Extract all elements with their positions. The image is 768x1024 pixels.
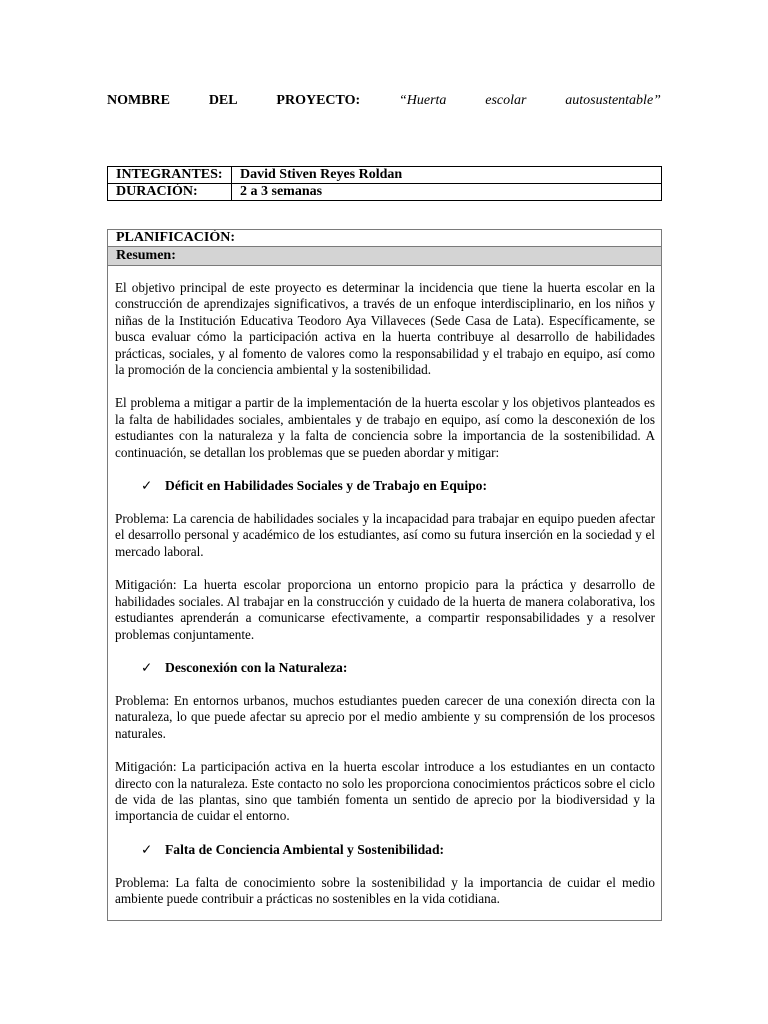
checkmark-icon: ✓	[141, 478, 153, 494]
project-title-line	[107, 91, 661, 111]
integrantes-value: David Stiven Reyes Roldan	[232, 167, 662, 184]
title-label-proyecto: PROYECTO:	[276, 93, 361, 108]
title-word-autosustentable: autosustentable”	[565, 93, 661, 108]
table-row	[108, 167, 662, 184]
check-item-social-skills	[141, 478, 655, 494]
title-label-del: DEL	[208, 93, 238, 108]
title-word-escolar: escolar	[485, 93, 527, 108]
info-table	[107, 166, 662, 201]
check-item-label: Déficit en Habilidades Sociales y de Trabajo en Equipo:	[165, 478, 487, 494]
checkmark-icon: ✓	[141, 659, 153, 675]
problem-intro-paragraph: El problema a mitigar a partir de la implementación de la huerta escolar y los objetivos planteados es la falta de habilidades sociales, ambientales y de trabajo en equipo, así como la desconexión de los estudiantes con la naturaleza y la falta de conciencia sobre la importancia de la sostenibilidad. A continuación, se detallan los problemas que se pueden abordar y mitigar:	[115, 395, 655, 460]
integrantes-label: INTEGRANTES:	[108, 167, 232, 184]
planning-heading: PLANIFICACIÓN:	[108, 230, 661, 247]
check-item-environment	[141, 842, 655, 858]
problem-paragraph: Problema: La falta de conocimiento sobre la sostenibilidad y la importancia de cuidar el medio ambiente puede contribuir a prácticas no sostenibles en la vida cotidiana.	[115, 874, 655, 907]
title-label-nombre: NOMBRE	[107, 93, 170, 108]
check-item-label: Desconexión con la Naturaleza:	[165, 659, 348, 675]
table-row	[108, 184, 662, 201]
check-item-nature	[141, 660, 655, 676]
title-word-huerta: “Huerta	[398, 93, 447, 108]
mitigation-paragraph: Mitigación: La participación activa en la huerta escolar introduce a los estudiantes en un contacto directo con la naturaleza. Este contacto no solo les proporciona conocimientos prácticos sobre el ciclo de vida de las plantas, sino que también fomenta un sentido de aprecio por la biodiversidad y la importancia de cuidar el entorno.	[115, 759, 655, 824]
duracion-value: 2 a 3 semanas	[232, 184, 662, 201]
planning-box	[107, 229, 662, 921]
resumen-heading: Resumen:	[108, 247, 661, 266]
check-item-label: Falta de Conciencia Ambiental y Sostenibilidad:	[165, 841, 445, 857]
planning-content	[108, 266, 661, 908]
duracion-label: DURACIÓN:	[108, 184, 232, 201]
problem-paragraph: Problema: La carencia de habilidades sociales y la incapacidad para trabajar en equipo pueden afectar el desarrollo personal y académico de los estudiantes, así como su futura inserción en la sociedad y el mercado laboral.	[115, 511, 655, 559]
summary-paragraph: El objetivo principal de este proyecto es determinar la incidencia que tiene la huerta escolar en la construcción de aprendizajes significativos, a través de un enfoque interdisciplinario, en los niños y niñas de la Institución Educativa Teodoro Aya Villaveces (Sede Casa de Lata). Específicamente, se busca evaluar cómo la participación activa en la huerta contribuye al desarrollo de habilidades prácticas, sociales, y al fomento de valores como la responsabilidad y el trabajo en equipo, así como la promoción de la conciencia ambiental y la sostenibilidad.	[115, 280, 655, 378]
mitigation-paragraph: Mitigación: La huerta escolar proporciona un entorno propicio para la práctica y desarrollo de habilidades sociales. Al trabajar en la construcción y cuidado de la huerta de manera colaborativa, los estudiantes aprenderán a comunicarse efectivamente, a compartir responsabilidades y a resolver problemas conjuntamente.	[115, 577, 655, 642]
problem-paragraph: Problema: En entornos urbanos, muchos estudiantes pueden carecer de una conexión directa con la naturaleza, lo que puede afectar su aprecio por el medio ambiente y su comprensión de los procesos naturales.	[115, 692, 655, 741]
checkmark-icon: ✓	[141, 841, 153, 857]
